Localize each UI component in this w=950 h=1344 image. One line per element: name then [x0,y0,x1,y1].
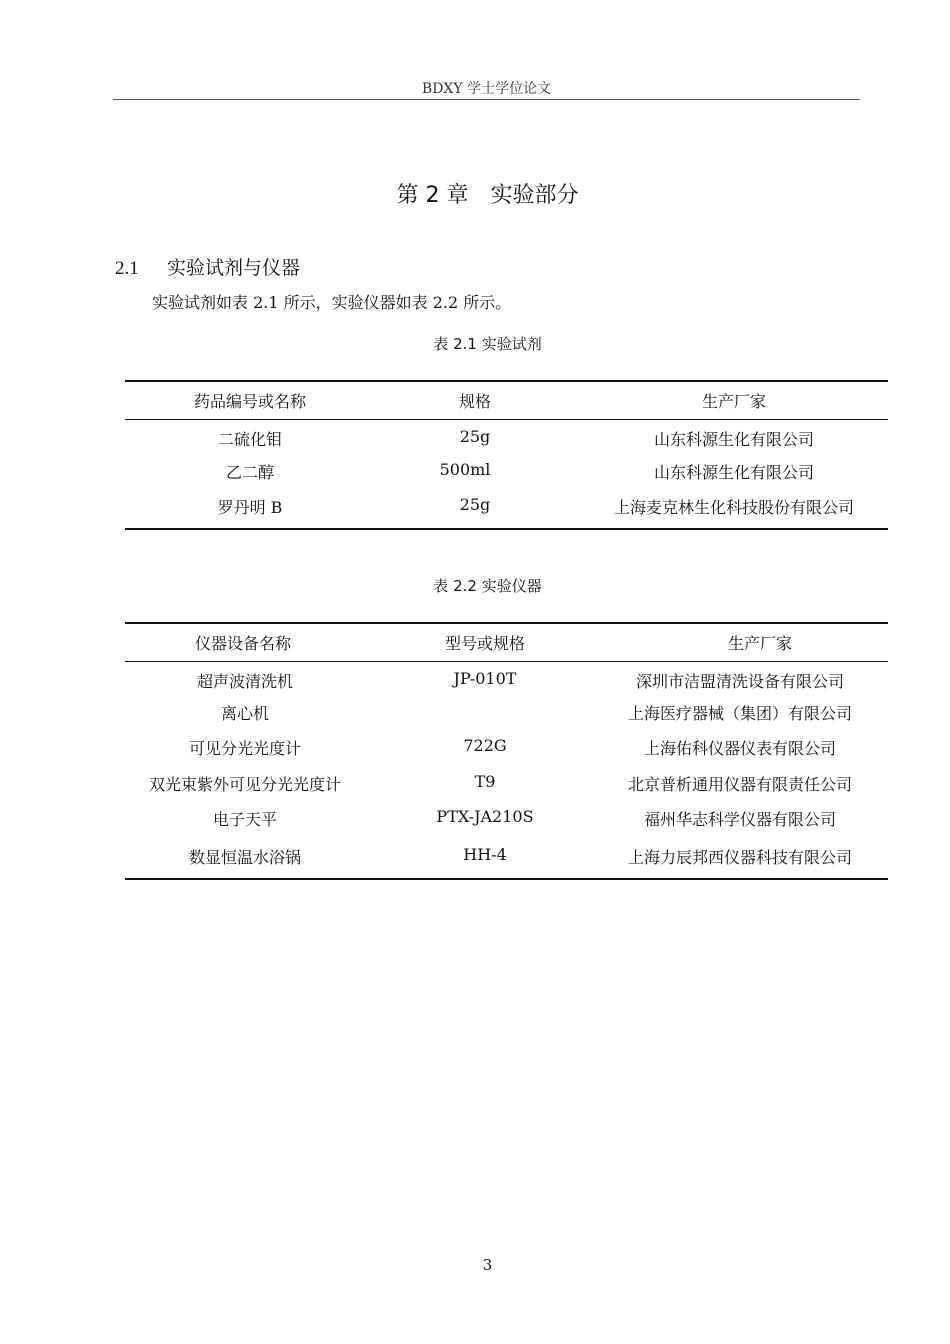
page-number: 3 [482,1256,493,1274]
table1-row1-spec: 25g [459,427,491,446]
table1-row3-name: 罗丹明 B [217,498,283,517]
running-header: BDXY 学士学位论文 [421,81,552,97]
section-title: 实验试剂与仪器 [167,257,301,279]
table1-header-maker: 生产厂家 [701,392,766,411]
header-rule [113,99,860,100]
table2-row2-name: 离心机 [220,704,269,723]
intro-paragraph: 实验试剂如表 2.1 所示，实验仪器如表 2.2 所示。 [152,293,512,312]
table1-header-rule [125,419,888,420]
section-number: 2.1 [115,258,139,279]
table1-caption: 表 2.1 实验试剂 [433,335,542,353]
table2-row6-spec: HH-4 [463,845,507,864]
table2-header-maker: 生产厂家 [727,634,792,653]
table2-row5-name: 电子天平 [212,810,277,829]
table1-bottom-rule [125,528,888,530]
table1-row3-maker: 上海麦克林生化科技股份有限公司 [613,498,854,517]
table2-row4-spec: T9 [474,772,496,791]
table2-row3-name: 可见分光光度计 [188,739,301,758]
table2-row6-maker: 上海力辰邦西仪器科技有限公司 [627,848,852,867]
table2-row4-name: 双光束紫外可见分光光度计 [148,775,341,794]
table2-header-name: 仪器设备名称 [194,634,291,653]
table2-header-rule [125,661,888,662]
table2-row2-maker: 上海医疗器械（集团）有限公司 [627,704,852,723]
chapter-title: 第 2 章 实验部分 [396,183,579,208]
table1-row2-maker: 山东科源生化有限公司 [653,463,814,482]
table1-row2-spec: 500ml [439,460,491,479]
table1-header-spec: 规格 [458,392,491,411]
table2-row5-spec: PTX-JA210S [436,807,534,826]
table1-header-name: 药品编号或名称 [193,392,306,411]
table1-row3-spec: 25g [459,495,491,514]
table2-header-spec: 型号或规格 [444,634,525,653]
table1-top-rule [125,380,888,382]
table2-row1-spec: JP-010T [453,669,517,688]
table2-row6-name: 数显恒温水浴锅 [188,848,301,867]
table2-bottom-rule [125,878,888,880]
table2-caption: 表 2.2 实验仪器 [433,577,542,595]
table1-row2-name: 乙二醇 [225,463,274,482]
table2-row3-maker: 上海佑科仪器仪表有限公司 [643,739,836,758]
table2-top-rule [125,622,888,624]
table2-row1-name: 超声波清洗机 [196,672,293,691]
table2-row3-spec: 722G [463,736,507,755]
section-heading [115,253,300,280]
table1-row1-name: 二硫化钼 [217,430,282,449]
table2-row1-maker: 深圳市洁盟清洗设备有限公司 [635,672,844,691]
table1-row1-maker: 山东科源生化有限公司 [653,430,814,449]
table2-row4-maker: 北京普析通用仪器有限责任公司 [627,775,852,794]
table2-row5-maker: 福州华志科学仪器有限公司 [643,810,836,829]
